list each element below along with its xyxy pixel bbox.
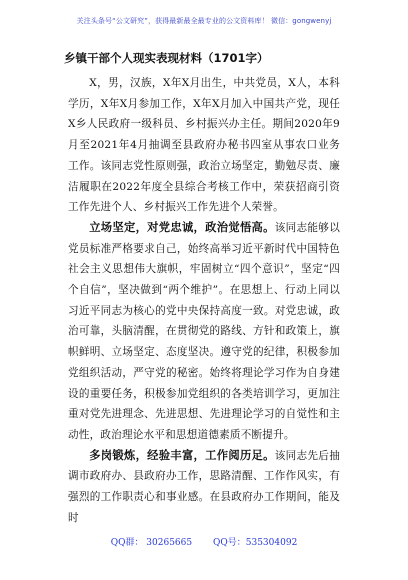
section-heading-political-stance: 立场坚定，对党忠诚，政治觉悟高。 bbox=[89, 220, 275, 234]
section-heading-work-experience: 多岗锻炼，经验丰富，工作阅历足。 bbox=[89, 448, 275, 462]
footer-contact bbox=[0, 535, 408, 548]
paragraph-political-stance-text: 该同志能够以党员标准严格要求自己，始终高举习近平新时代中国特色社会主义思想伟大旗帜，牢固树立“四个意识”，坚定“四个自信”，坚决做到“两个维护”。在思想上、行动上同以习近平同志为核心的党中央保持高度一致。对党忠诚，政治可靠，头脑清醒，在贯彻党的路线、方针和政策上，旗帜鲜明、立场坚定、态度坚决。遵守党的纪律，积极参加党组织活动，严守党的秘密。始终将理论学习作为自身建设的重要任务，积极参加党组织的各类培训学习，更加注重对党先进理念、先进思想、先进理论学习的自觉性和主动性，政治理论水平和思想道德素质不断提升。 bbox=[68, 221, 340, 441]
paragraph-work-experience-text: 该同志先后抽调市政府办、县政府办工作，思路清醒、工作作风实，有强烈的工作职责心和事业感。在县政府办工作期间，能及时 bbox=[68, 449, 340, 524]
paragraph-political-stance bbox=[68, 218, 340, 446]
paragraph-intro bbox=[68, 73, 340, 218]
footer-qq-number: QQ号：535304092 bbox=[213, 538, 298, 548]
header-banner: 关注头条号“公文研究”，获得最新最全最专业的公文资料库！ 微信：gongwenyj bbox=[76, 17, 332, 25]
footer-qq-group: QQ群： 30265665 bbox=[110, 538, 193, 548]
paragraph-intro-text: X，男，汉族，X年X月出生，中共党员，X人，本科学历，X年X月参加工作，X年X月加入中国共产党，现任X乡人民政府一级科员、乡村振兴办主任。期间2020年9月至2021年4月抽调至县政府办秘书四室从事农口业务工作。该同志党性原则强，政治立场坚定，勤勉尽责、廉洁履职在2022年度全县综合考核工作中，荣获招商引资工作先进个人、乡村振兴工作先进个人荣誉。 bbox=[68, 77, 340, 214]
document-page bbox=[64, 50, 340, 528]
paragraph-work-experience bbox=[68, 446, 340, 529]
document-title: 乡镇干部个人现实表现材料（1701字） bbox=[64, 51, 269, 65]
